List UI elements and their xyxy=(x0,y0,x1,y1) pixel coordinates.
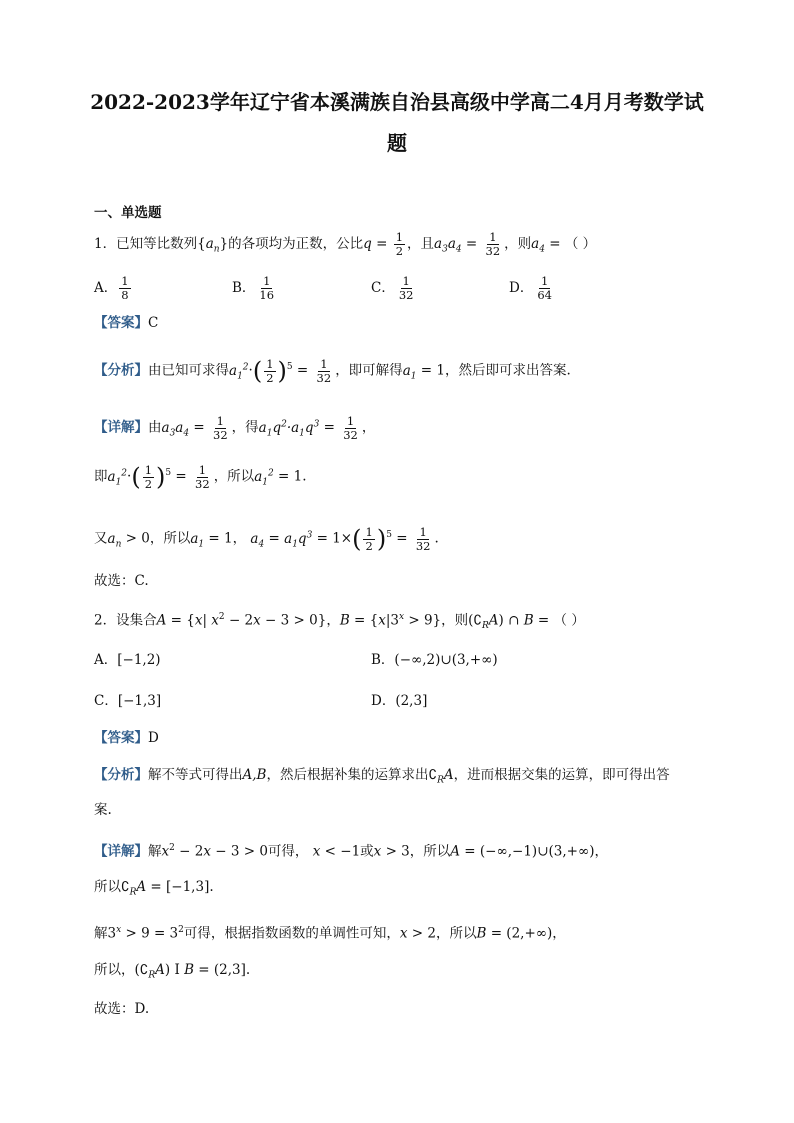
question-2-stem: 2．设集合A = {x| $x^2 - 2x - 3 > 0$}，$B = \{x|3^x > 9\}$，则$(∁_RA)$ ∩ B = （ ） xyxy=(94,612,585,632)
question-2-analysis: 【分析】解不等式可得出A,B，然后根据补集的运算求出$∁_RA$，进而根据交集的运算，即可得出答 xyxy=(94,767,670,786)
question-2-option-d: D．(2,3] xyxy=(371,693,428,709)
question-1-detail: 【详解】由$a_3a_4$ = $\frac{1}{32}$ ，得$a_1q^2\cdot a_1q^3$ = $\frac{1}{32}$ ， xyxy=(94,413,376,442)
question-1-step-3: 又$a_n > 0$，所以$a_1 = 1$， $a_4 = a_1q^3 = 1\times$( $\frac{1}{2}$ )$^5$ = $\frac{1}{32}$ . xyxy=(94,524,439,553)
question-1-option-a: A． $\frac{1}{8}$ xyxy=(94,274,129,302)
question-2-conclusion: 故选：D. xyxy=(94,1001,150,1017)
question-2-option-a: A．[−1,2) xyxy=(94,652,161,668)
question-2-step-4: 所以，$(∁_RA)$ I B = (2,3]. xyxy=(94,962,251,981)
question-1-step-2: 即$a_1^2\cdot$( $\frac{1}{2}$ )$^5$ = $\frac{1}{32}$ ，所以$a_1^2 = 1$. xyxy=(94,462,307,491)
question-1-conclusion: 故选：C. xyxy=(94,573,149,589)
question-1-option-c: C． $\frac{1}{32}$ xyxy=(371,274,414,302)
question-2-option-c: C．[−1,3] xyxy=(94,693,162,709)
question-2-option-b: B．(−∞,2)∪(3,+∞) xyxy=(371,652,498,668)
page-title: 2022-2023学年辽宁省本溪满族自治县高级中学高二4月月考数学试 xyxy=(90,90,704,114)
question-2-detail: 【详解】解$x^2 - 2x - 3 > 0$可得， x < −1或x > 3，所以A = (−∞,−1)∪(3,+∞)， xyxy=(94,843,608,860)
question-1-option-b: B． $\frac{1}{16}$ xyxy=(232,274,275,302)
question-1-option-d: D． $\frac{1}{64}$ xyxy=(509,274,552,302)
question-2-answer: 【答案】D xyxy=(94,730,159,746)
page-title-continued: 题 xyxy=(387,131,407,155)
question-2-analysis-continued: 案. xyxy=(94,802,112,818)
question-2-step-3: 解$3^x > 9 = 3^2$可得，根据指数函数的单调性可知，x > 2，所以B = (2,+∞)， xyxy=(94,925,566,942)
question-1-stem: 1．已知等比数列$\{a_n\}$的各项均为正数，公比q = $\frac{1}{2}$ ，且$a_3a_4$ = $\frac{1}{32}$ ，则$a_4$ = （ ） xyxy=(94,230,597,258)
question-1-analysis: 【分析】由已知可求得$a_1^2\cdot$( $\frac{1}{2}$ )$^5$ = $\frac{1}{32}$ ，即可解得$a_1 = 1$，然后即可求出答案. xyxy=(94,356,571,385)
section-heading: 一、单选题 xyxy=(94,205,162,221)
question-2-step-2: 所以$∁_RA = [-1,3]$. xyxy=(94,879,214,898)
question-1-answer: 【答案】C xyxy=(94,315,159,331)
